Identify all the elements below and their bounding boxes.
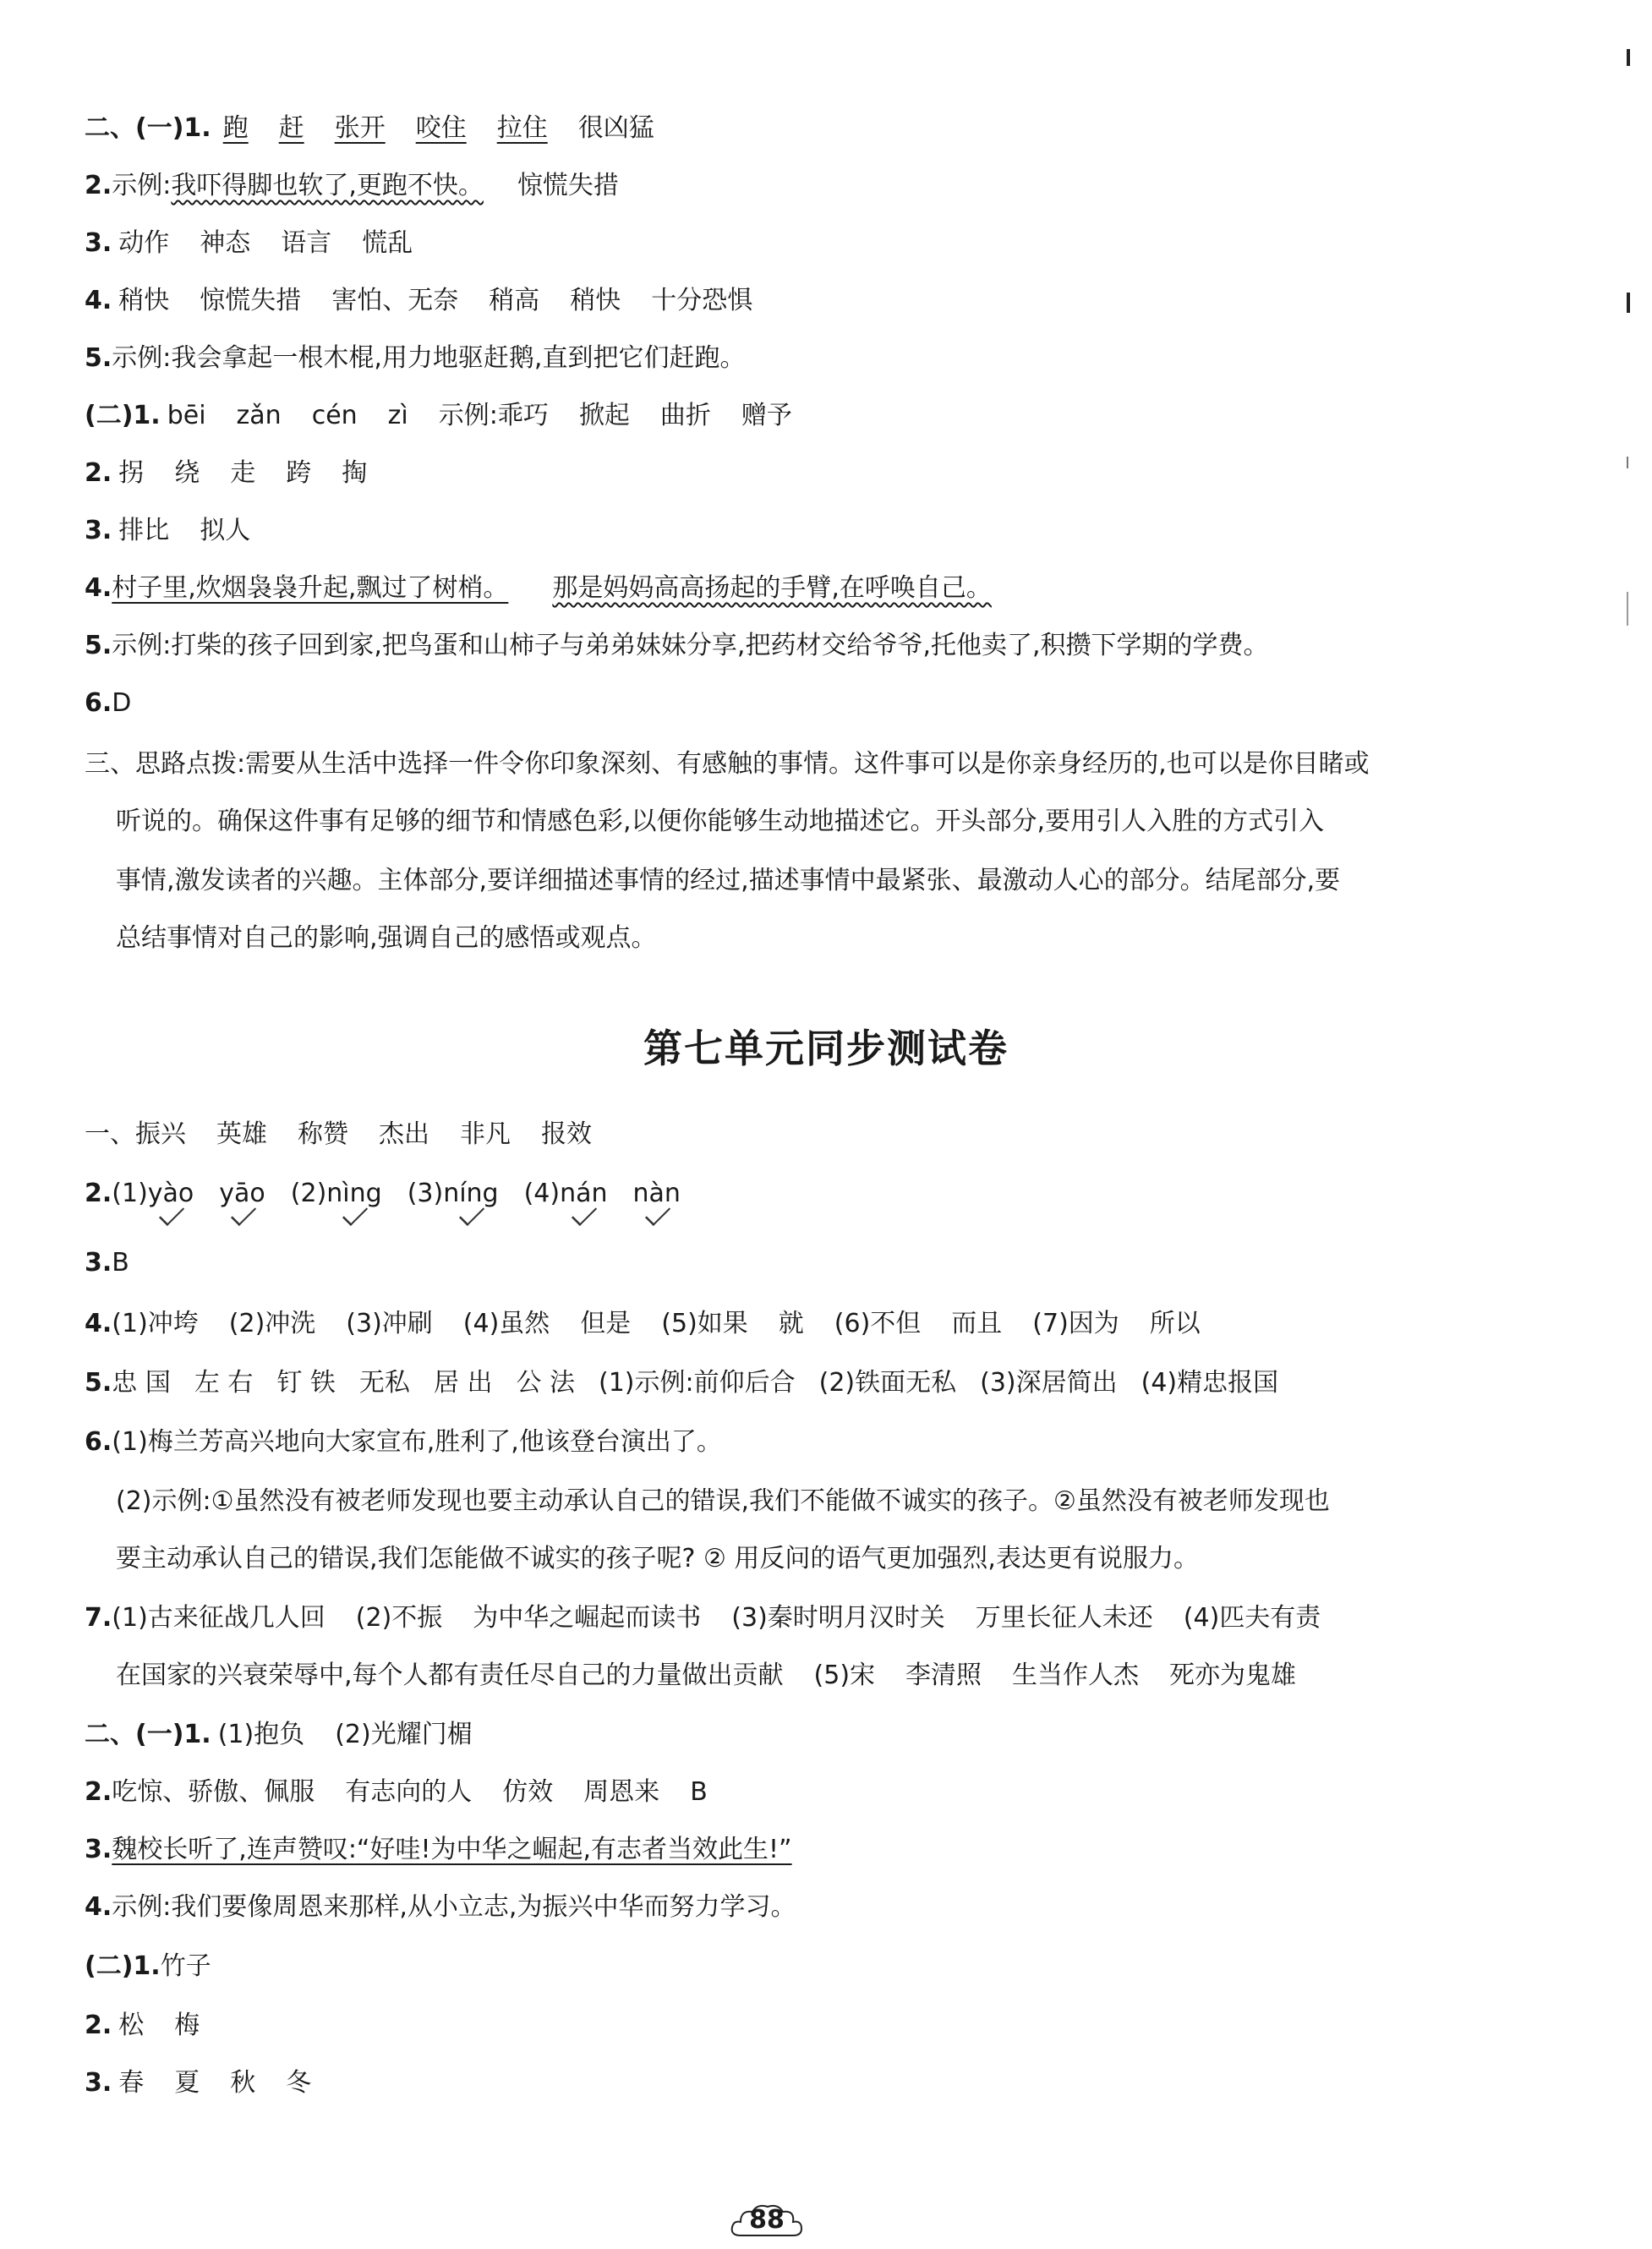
line-2-b-2: 2. 拐 绕 走 跨 掏 <box>85 458 368 488</box>
scan-edge-mark <box>1627 457 1628 468</box>
s7-part2-line-4: 4.示例:我们要像周恩来那样,从小立志,为振兴中华而努力学习。 <box>85 1892 796 1922</box>
s7-part2-line-3: 3.魏校长听了,连声赞叹:“好哇!为中华之崛起,有志者当效此生!” <box>85 1835 792 1864</box>
checked-pinyin: níng <box>443 1177 498 1211</box>
s7-line-5: 5.忠 国 左 右 钉 铁 无私 居 出 公 法 (1)示例:前仰后合 (2)铁面无私 (3)深居简出 (4)精忠报国 <box>85 1368 1279 1398</box>
s7-line-6-2: (2)示例:①虽然没有被老师发现也要主动承认自己的错误,我们不能做不诚实的孩子。②虽然没有被老师发现也 <box>116 1486 1330 1516</box>
essay-tip-line-3: 事情,激发读者的兴趣。主体部分,要详细描述事情的经过,描述事情中最紧张、最激动人心的部分。结尾部分,要 <box>116 866 1341 895</box>
s7-part2-b-line-3: 3. 春 夏 秋 冬 <box>85 2068 312 2098</box>
s7-line-6-3: 要主动承认自己的错误,我们怎能做不诚实的孩子呢? ② 用反问的语气更加强烈,表达更有说服力。 <box>116 1544 1199 1573</box>
line-2-b-1: (二)1. bēi zǎn cén zì 示例:乖巧 掀起 曲折 赠予 <box>85 401 792 430</box>
essay-tip-line-4: 总结事情对自己的影响,强调自己的感悟或观点。 <box>116 923 657 953</box>
s7-line-3: 3.B <box>85 1248 129 1278</box>
checked-pinyin: yào <box>148 1177 194 1211</box>
checked-pinyin: nàn <box>633 1177 681 1211</box>
essay-tip-line-1: 三、思路点拨:需要从生活中选择一件令你印象深刻、有感触的事情。这件事可以是你亲身经历的,也可以是你目睹或 <box>85 749 1370 779</box>
s7-part2-line-1: 二、(一)1. (1)抱负 (2)光耀门楣 <box>85 1720 473 1749</box>
s7-part2-line-2: 2.吃惊、骄傲、佩服 有志向的人 仿效 周恩来 B <box>85 1777 708 1807</box>
line-2-b-4: 4.村子里,炊烟袅袅升起,飘过了树梢。 那是妈妈高高扬起的手臂,在呼唤自己。 <box>85 573 992 603</box>
scan-edge-mark <box>1627 293 1630 313</box>
checked-pinyin: yāo <box>219 1177 265 1211</box>
s7-line-1: 一、振兴 英雄 称赞 杰出 非凡 报效 <box>85 1119 592 1149</box>
checked-pinyin: nìng <box>326 1177 381 1211</box>
line-2-4: 4. 稍快 惊慌失措 害怕、无奈 稍高 稍快 十分恐惧 <box>85 286 753 315</box>
s7-part2-b-line-2: 2. 松 梅 <box>85 2011 200 2040</box>
s7-line-4: 4.(1)冲垮 (2)冲洗 (3)冲刷 (4)虽然 但是 (5)如果 就 (6)不但 而且 (7)因为 所以 <box>85 1309 1201 1338</box>
line-2-5: 5.示例:我会拿起一根木棍,用力地驱赶鹅,直到把它们赶跑。 <box>85 343 746 373</box>
scan-edge-mark <box>1627 49 1630 66</box>
s7-part2-b-line-1: (二)1.竹子 <box>85 1951 211 1981</box>
scan-edge-mark <box>1627 592 1628 626</box>
s7-line-7: 7.(1)古来征战几人回 (2)不振 为中华之崛起而读书 (3)秦时明月汉时关 万里长征人未还 (4)匹夫有责 <box>85 1603 1321 1633</box>
s7-line-2: 2.(1)yào yāo (2)nìng (3)níng (4)nán nàn <box>85 1177 681 1211</box>
line-2-1: 二、(一)1. 跑 赶 张开 咬住 拉住 很凶猛 <box>85 113 654 143</box>
line-2-3: 3. 动作 神态 语言 慌乱 <box>85 228 413 258</box>
page-number: 88 <box>749 2205 785 2235</box>
line-2-b-3: 3. 排比 拟人 <box>85 516 251 545</box>
checked-pinyin: nán <box>560 1177 607 1211</box>
page-number-cloud <box>729 2202 805 2242</box>
line-2-b-5: 5.示例:打柴的孩子回到家,把鸟蛋和山柿子与弟弟妹妹分享,把药材交给爷爷,托他卖了,积攒下学期的学费。 <box>85 631 1269 660</box>
essay-tip-line-2: 听说的。确保这件事有足够的细节和情感色彩,以便你能够生动地描述它。开头部分,要用引人入胜的方式引入 <box>116 807 1325 836</box>
line-2-b-6: 6.D <box>85 688 132 718</box>
section-title: 第七单元同步测试卷 <box>643 1026 1009 1071</box>
s7-line-7-2: 在国家的兴衰荣辱中,每个人都有责任尽自己的力量做出贡献 (5)宋 李清照 生当作人杰 死亦为鬼雄 <box>116 1661 1297 1690</box>
line-2-2: 2.示例:我吓得脚也软了,更跑不快。 惊慌失措 <box>85 171 619 200</box>
s7-line-6: 6.(1)梅兰芳高兴地向大家宣布,胜利了,他该登台演出了。 <box>85 1427 722 1457</box>
